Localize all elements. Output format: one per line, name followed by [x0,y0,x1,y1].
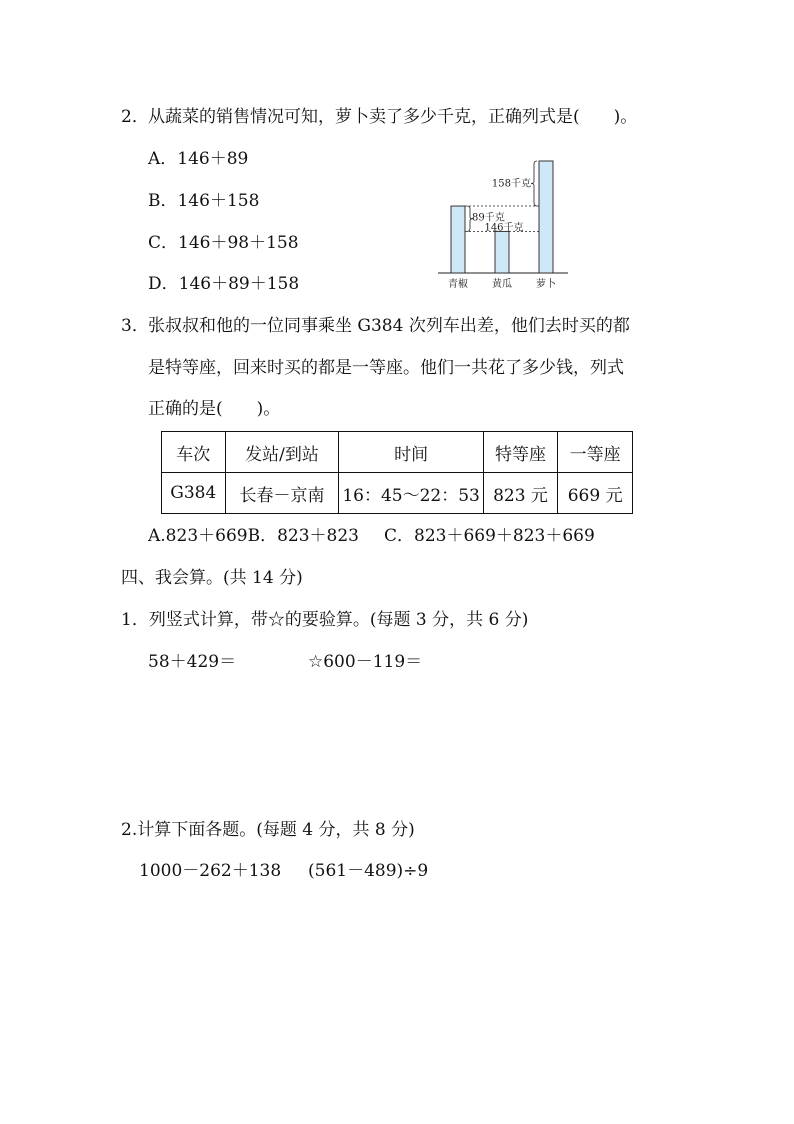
q2-option-b: B．146＋158 [148,191,260,211]
annotation-label: 158千克 [491,178,531,190]
table-cell: G384 [162,473,226,514]
q3-line-2: 是特等座，回来时买的都是一等座。他们一共花了多少钱，列式 [148,358,624,378]
table-row [162,473,633,514]
bar-0 [451,206,465,273]
category-label: 青椒 [448,279,468,290]
q3-line-1: 张叔叔和他的一位同事乘坐 G384 次列车出差，他们去时买的都 [148,316,630,336]
table-header-row [162,432,633,473]
q3-number: 3． [121,316,149,336]
q2-stem: 从蔬菜的销售情况可知，萝卜卖了多少千克，正确列式是( )。 [148,107,638,127]
q3-option-ab: A.823＋669B．823＋823 [148,526,359,546]
calc-item-3: 1000－262＋138 [139,861,282,881]
table-header-cell: 发站/到站 [225,432,339,473]
q2-number: 2． [121,107,149,127]
q2-option-d: D．146＋89＋158 [148,274,300,294]
bar-1 [495,231,509,273]
annotation-label: 146千克 [484,222,524,234]
category-label: 萝卜 [536,279,556,290]
calc-item-2: ☆600－119＝ [308,652,423,672]
table-cell: 长春－京南 [225,473,339,514]
vegetable-sales-chart [430,155,580,295]
table-cell: 823 元 [483,473,558,514]
q3-line-3: 正确的是( )。 [148,399,281,419]
table-header-cell: 一等座 [558,432,633,473]
q3-option-c: C．823＋669＋823＋669 [384,526,595,546]
category-label: 黄瓜 [492,279,512,290]
section-4-part-2-title: 2.计算下面各题。(每题 4 分，共 8 分) [121,820,415,840]
table-cell: 16：45～22：53 [339,473,483,514]
table-cell: 669 元 [558,473,633,514]
train-ticket-table [161,431,633,514]
table-header-cell: 车次 [162,432,226,473]
bar-2 [539,161,553,273]
annotation-label: 89千克 [472,212,505,224]
q2-option-a: A．146＋89 [148,149,249,169]
q2-option-c: C．146＋98＋158 [148,233,299,253]
table-header-cell: 特等座 [483,432,558,473]
section-4-part-1-title: 1．列竖式计算，带☆的要验算。(每题 3 分，共 6 分) [121,610,529,630]
section-4-title: 四、我会算。(共 14 分) [121,568,303,588]
calc-item-1: 58＋429＝ [148,652,237,672]
calc-item-4: (561－489)÷9 [308,861,429,881]
brace-158 [531,161,537,206]
table-header-cell: 时间 [339,432,483,473]
